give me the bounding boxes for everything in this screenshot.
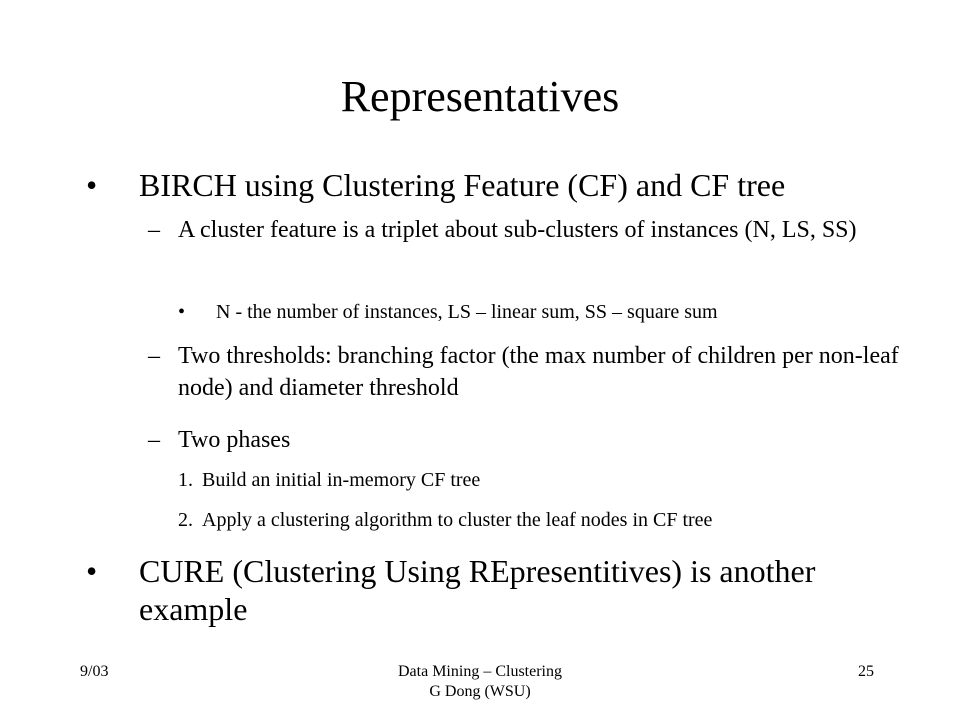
phase-text: Build an initial in-memory CF tree [202, 469, 481, 491]
subsubitem-definitions [178, 300, 938, 324]
phase-text: Apply a clustering algorithm to cluster the leaf nodes in CF tree [202, 509, 713, 531]
footer-center [330, 662, 630, 702]
bullet-birch [86, 166, 926, 204]
bullet-text: BIRCH using Clustering Feature (CF) and CF tree [139, 167, 786, 203]
subitem-text: Two thresholds: branching factor (the max number of children per non-leaf node) and diameter threshold [178, 343, 899, 401]
bullet-marker: • [178, 301, 186, 323]
number-marker: 1. [178, 469, 193, 491]
phase-1 [178, 468, 938, 492]
footer-date: 9/03 [80, 663, 109, 680]
subitem-phases [148, 424, 938, 456]
bullet-text: CURE (Clustering Using REpresentitives) is another example [139, 553, 816, 627]
number-marker: 2. [178, 509, 193, 531]
dash-marker: – [148, 427, 160, 453]
footer-course: Data Mining – Clustering [398, 663, 562, 680]
footer-page-number: 25 [858, 663, 874, 680]
footer-author: G Dong (WSU) [429, 683, 531, 700]
dash-marker: – [148, 343, 160, 369]
slide-title: Representatives [340, 72, 620, 121]
subitem-cluster-feature [148, 214, 938, 246]
subitem-text: Two phases [178, 427, 291, 453]
dash-marker: – [148, 217, 160, 243]
subitem-thresholds [148, 340, 938, 404]
subitem-text: A cluster feature is a triplet about sub-clusters of instances (N, LS, SS) [178, 217, 857, 243]
bullet-cure [86, 552, 931, 628]
subsubitem-text: N - the number of instances, LS – linear sum, SS – square sum [216, 301, 718, 323]
bullet-marker: • [86, 553, 98, 589]
bullet-marker: • [86, 167, 98, 203]
phase-2 [178, 508, 938, 532]
